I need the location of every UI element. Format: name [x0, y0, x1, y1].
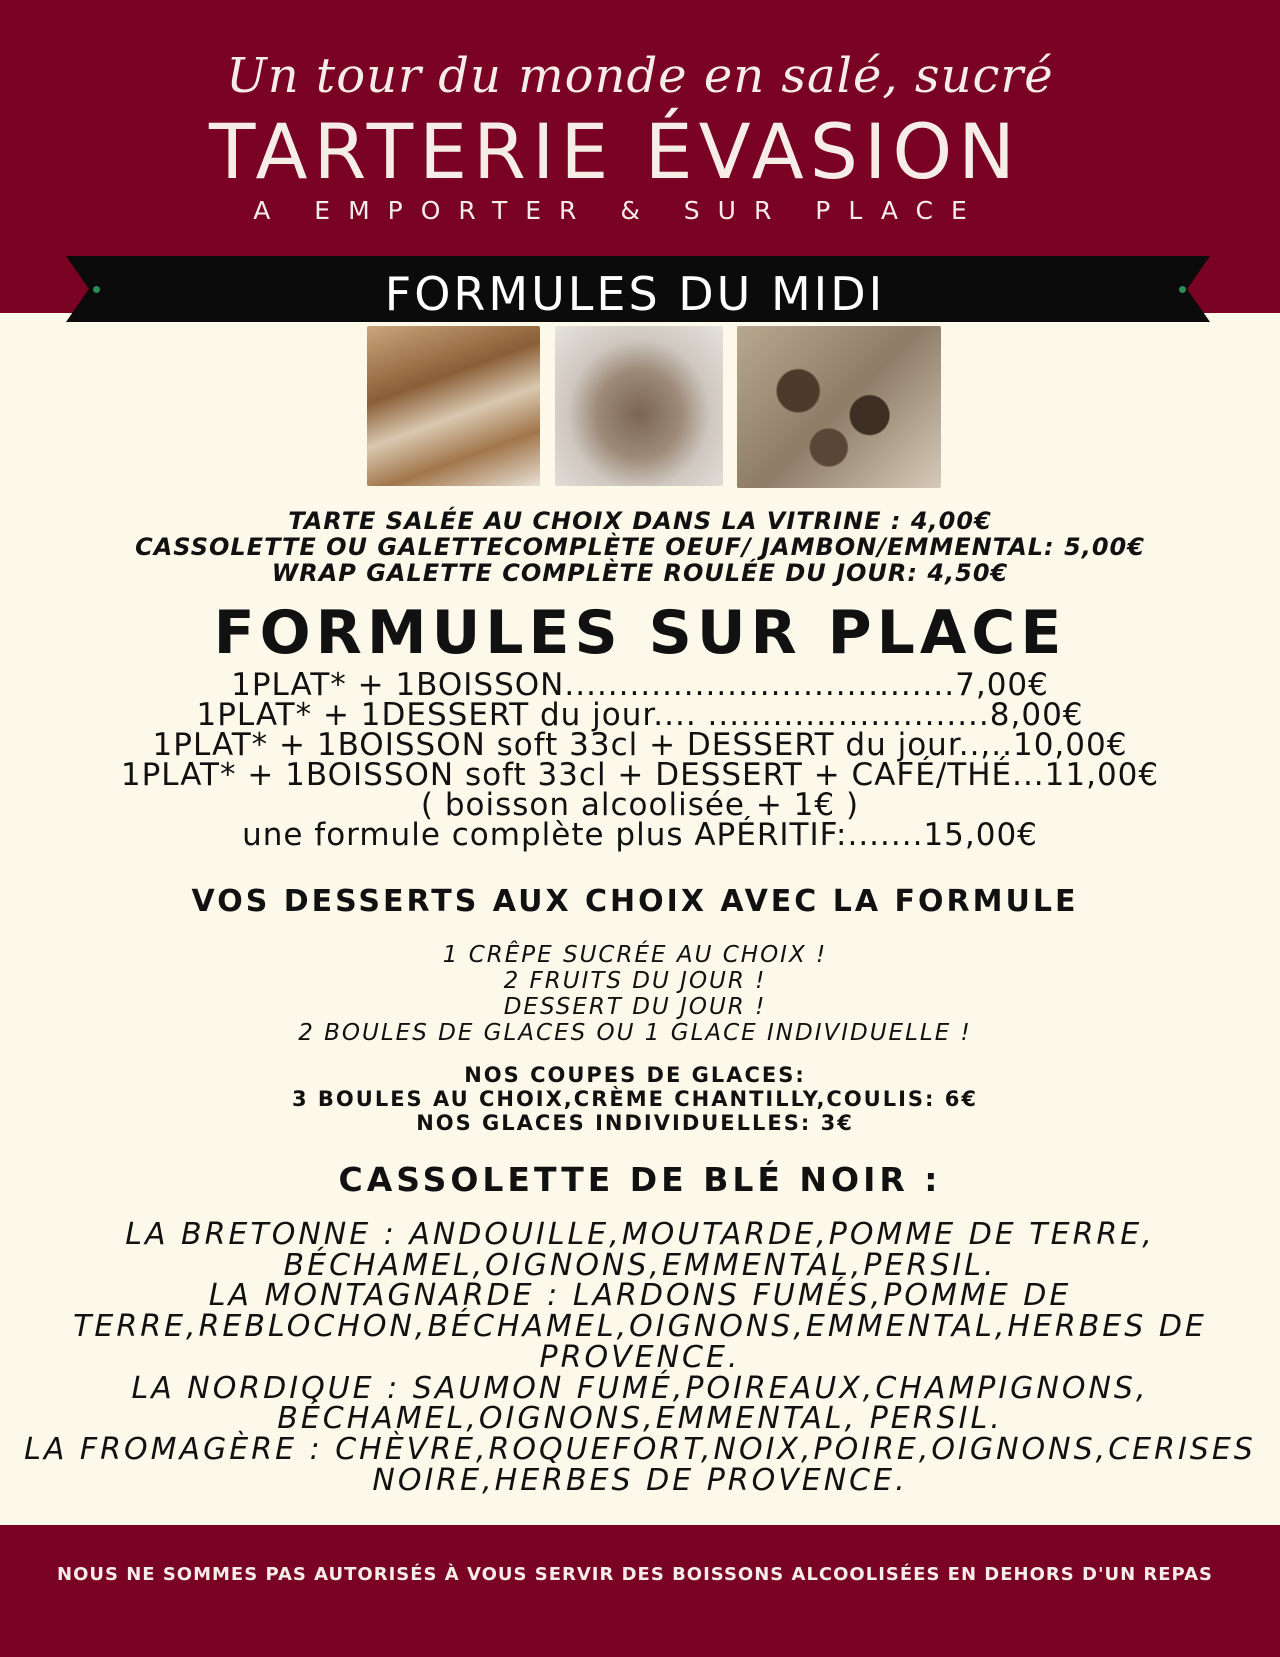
glaces-list: [0, 1063, 1270, 1135]
formula-line: 1PLAT* + 1BOISSON....................................7,00€: [231, 667, 1049, 703]
tagline: Un tour du monde en salé, sucré: [226, 48, 1054, 104]
dessert-list: [0, 942, 1270, 1046]
midi-line: WRAP GALETTE COMPLÈTE ROULÉE DU JOUR: 4,50€: [271, 559, 1009, 587]
footer-note: NOUS NE SOMMES PAS AUTORISÉS À VOUS SERVIR DES BOISSONS ALCOOLISÉES EN DEHORS D'UN REPAS: [57, 1564, 1213, 1585]
glace-line: 3 BOULES AU CHOIX,CRÈME CHANTILLY,COULIS: 6€: [292, 1087, 978, 1111]
brand-title: TARTERIE ÉVASION: [208, 107, 1022, 196]
brand-subtitle: A EMPORTER & SUR PLACE: [253, 196, 985, 225]
wraps-photo: [737, 326, 941, 488]
formula-line: une formule complète plus APÉRITIF:.......15,00€: [242, 817, 1038, 853]
cassolette-list: [0, 1217, 1280, 1498]
section-title-sur-place: FORMULES SUR PLACE: [213, 598, 1067, 668]
dessert-line: 2 BOULES DE GLACES OU 1 GLACE INDIVIDUELLE !: [298, 1020, 972, 1046]
cassolette-line: BÉCHAMEL,OIGNONS,EMMENTAL,PERSIL.: [283, 1247, 997, 1283]
cassolette-line: BÉCHAMEL,OIGNONS,EMMENTAL, PERSIL.: [277, 1401, 1003, 1437]
dessert-line: DESSERT DU JOUR !: [503, 994, 767, 1020]
formula-line: 1PLAT* + 1BOISSON soft 33cl + DESSERT + CAFÉ/THÉ...11,00€: [120, 757, 1160, 793]
cassolette-line: LA BRETONNE : ANDOUILLE,MOUTARDE,POMME DE TERRE,: [125, 1217, 1155, 1252]
midi-line: TARTE SALÉE AU CHOIX DANS LA VITRINE : 4,00€: [288, 507, 992, 535]
dessert-line: 2 FRUITS DU JOUR !: [503, 968, 767, 994]
midi-prices: [0, 508, 1280, 586]
formula-line: 1PLAT* + 1DESSERT du jour.... ..........................8,00€: [196, 697, 1084, 733]
cassolette-line: LA FROMAGÈRE : CHÈVRE,ROQUEFORT,NOIX,POIRE,OIGNONS,CERISES: [24, 1431, 1256, 1467]
cassolette-line: TERRE,REBLOCHON,BÉCHAMEL,OIGNONS,EMMENTAL,HERBES DE: [73, 1309, 1207, 1345]
footer-band: [0, 1525, 1280, 1657]
cassolette-line: PROVENCE.: [539, 1339, 741, 1375]
glace-line: NOS COUPES DE GLACES:: [464, 1063, 806, 1087]
formula-line: ( boisson alcoolisée + 1€ ): [420, 787, 860, 823]
section-title-midi: FORMULES DU MIDI: [384, 267, 886, 321]
dessert-line: 1 CRÊPE SUCRÉE AU CHOIX !: [442, 942, 828, 968]
formula-line: 1PLAT* + 1BOISSON soft 33cl + DESSERT du jour..,..10,00€: [152, 727, 1128, 763]
sur-place-formulas: [0, 667, 1280, 853]
tarte-photo: [367, 326, 540, 486]
glace-line: NOS GLACES INDIVIDUELLES: 3€: [416, 1111, 854, 1135]
section-title-desserts: VOS DESSERTS AUX CHOIX AVEC LA FORMULE: [191, 884, 1079, 919]
cassolette-line: NOIRE,HERBES DE PROVENCE.: [372, 1462, 908, 1498]
cassolette-line: LA MONTAGNARDE : LARDONS FUMÉS,POMME DE: [208, 1278, 1072, 1314]
cassolette-line: LA NORDIQUE : SAUMON FUMÉ,POIREAUX,CHAMPIGNONS,: [131, 1370, 1149, 1406]
section-title-cassolette: CASSOLETTE DE BLÉ NOIR :: [338, 1160, 942, 1199]
galette-photo: [555, 326, 723, 486]
midi-line: CASSOLETTE OU GALETTECOMPLÈTE OEUF/ JAMBON/EMMENTAL: 5,00€: [135, 533, 1145, 561]
